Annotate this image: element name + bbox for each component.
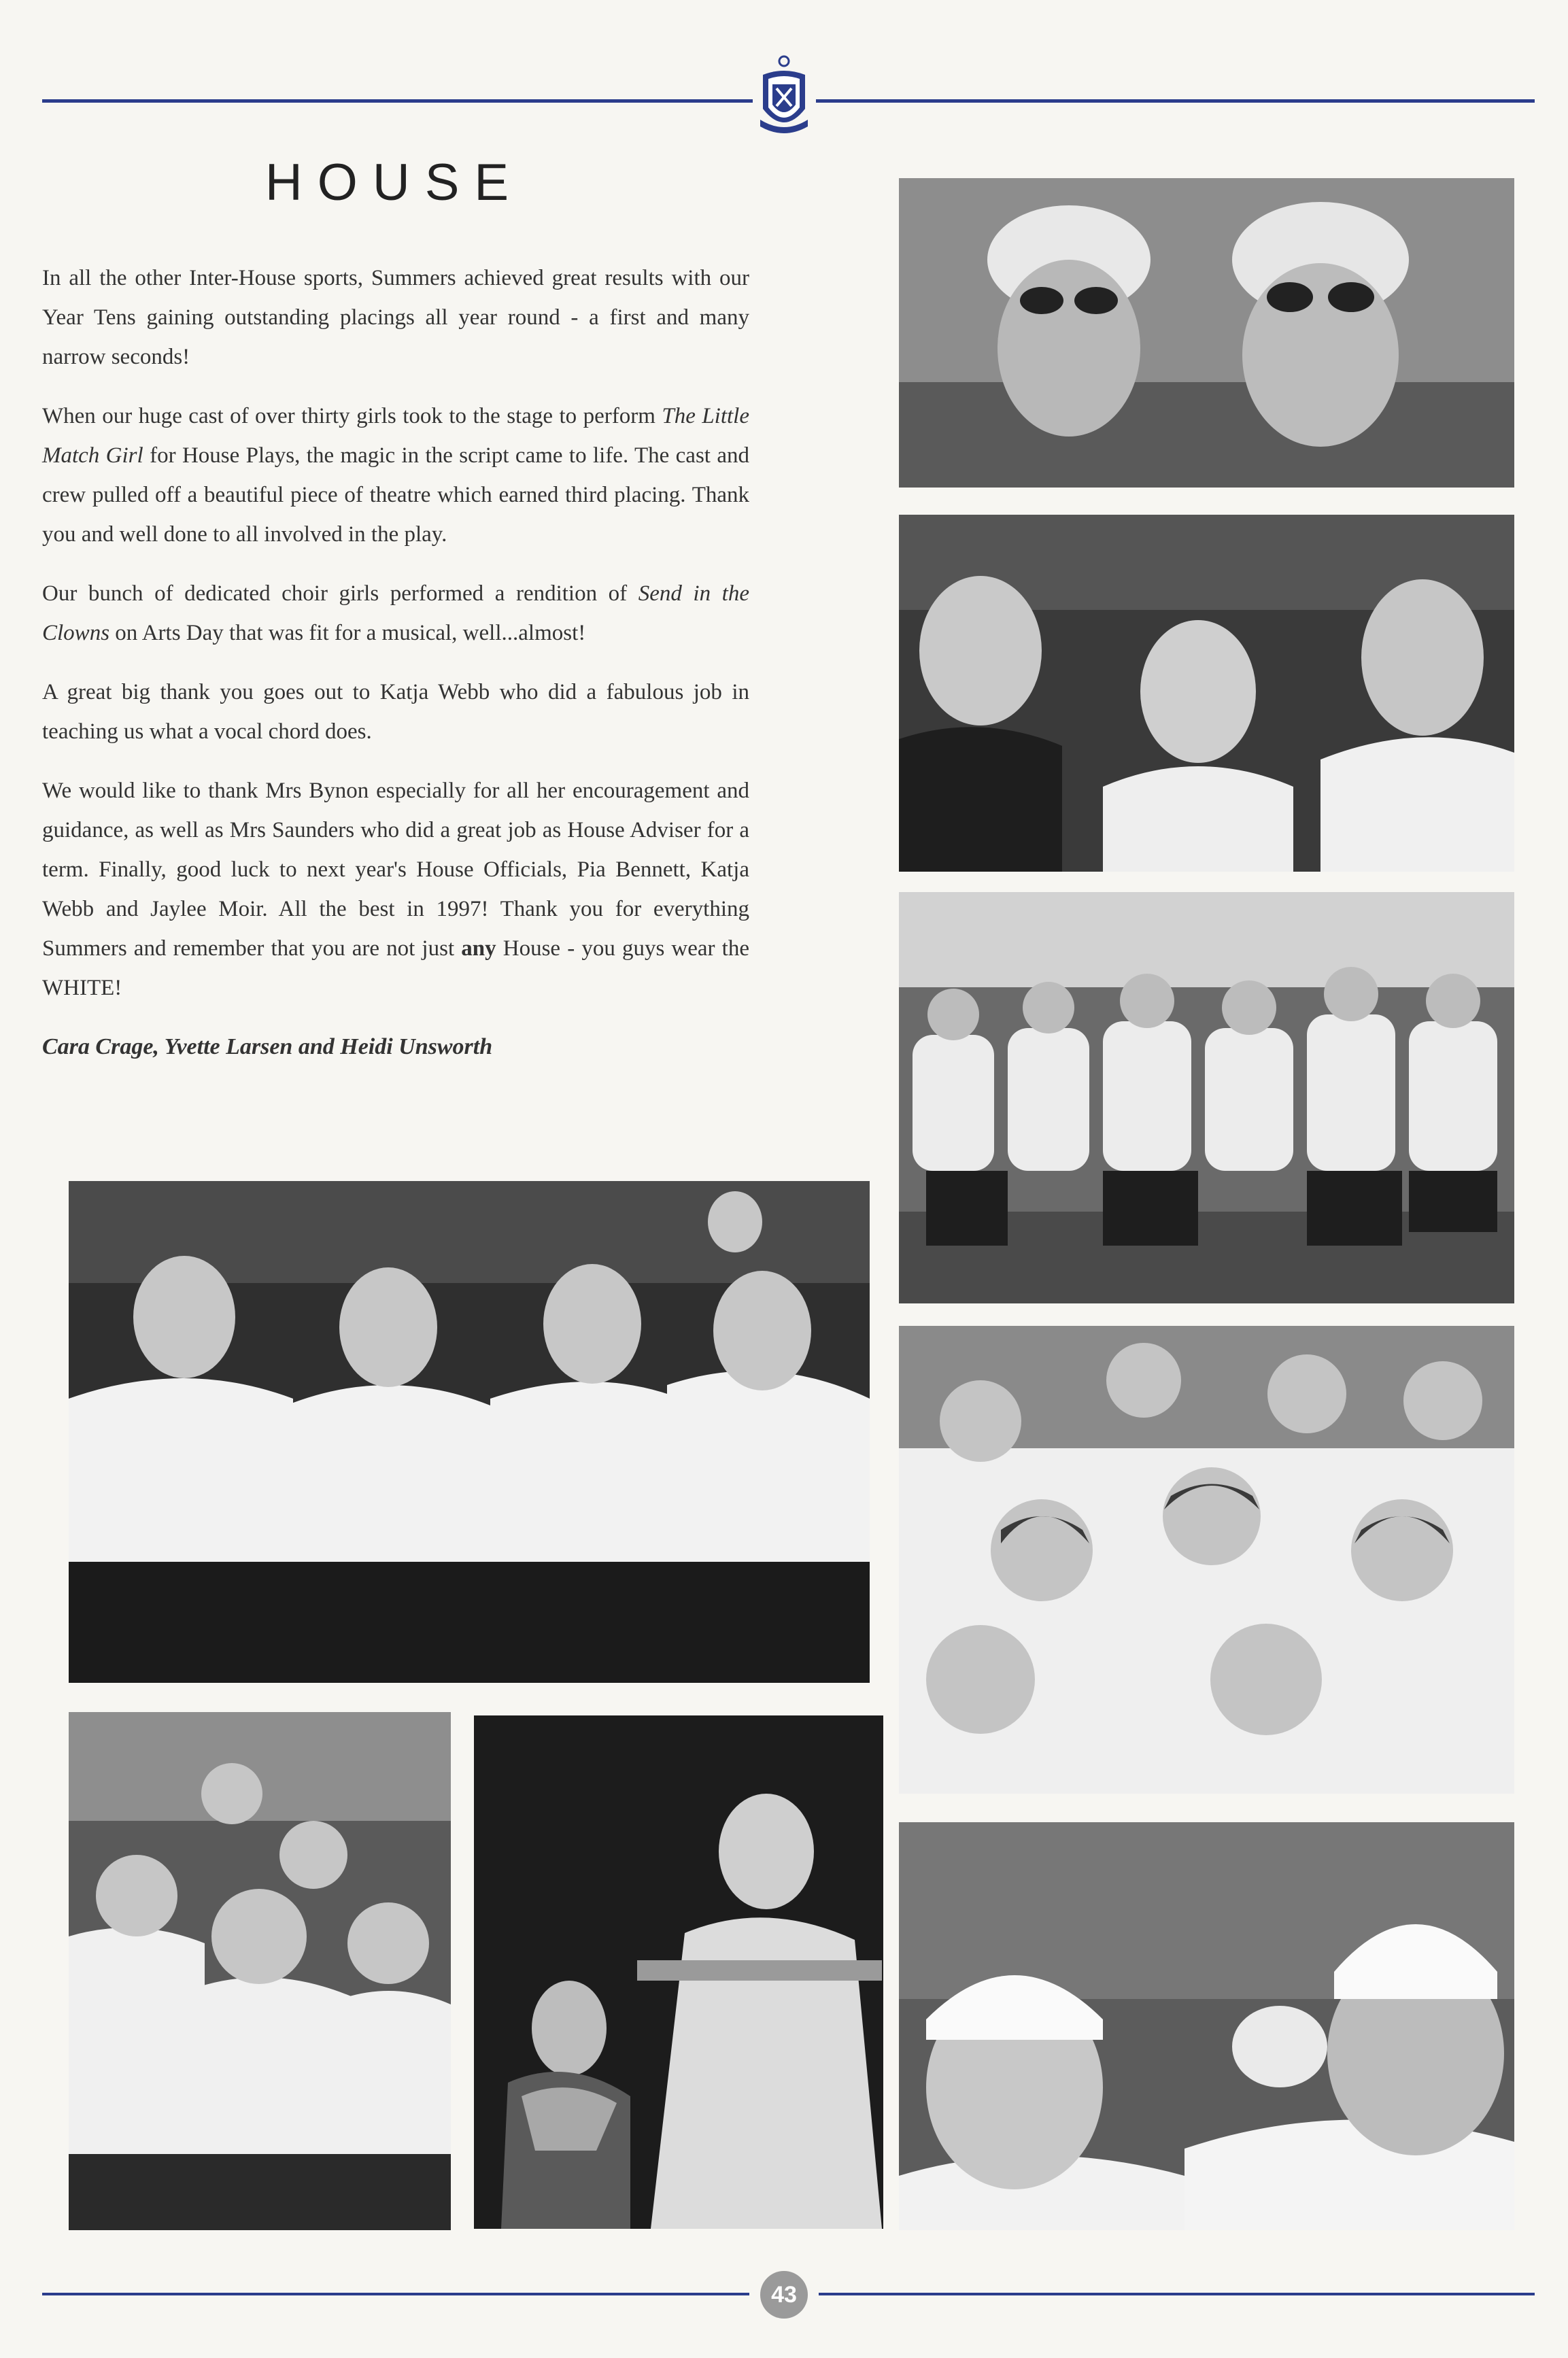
emphasis-any: any [461, 936, 496, 961]
school-crest-icon [756, 54, 812, 143]
photo-team-outdoors [899, 892, 1514, 1303]
paragraph-sports: In all the other Inter-House sports, Summers achieved great results with our Year Tens gaining outstanding placings all year round - a first and many narrow seconds! [42, 266, 749, 369]
header-rule-right [816, 99, 1535, 103]
header-rule-left [42, 99, 753, 103]
page-number: 43 [760, 2271, 808, 2319]
song-title: Send in the Clowns [42, 581, 749, 645]
photo-seated-four [69, 1181, 870, 1683]
article-body [42, 258, 749, 1067]
page-title: HOUSE [265, 154, 524, 211]
p2-text-a: When our huge cast of over thirty girls took to the stage to perform [42, 404, 662, 428]
p3-text-b: on Arts Day that was fit for a musical, well...almost! [109, 621, 586, 645]
author-signature: Cara Crage, Yvette Larsen and Heidi Unsworth [42, 1034, 493, 1059]
photo-spectators [69, 1712, 451, 2230]
paragraph-house-plays [42, 396, 749, 554]
paragraph-thanks-officials [42, 771, 749, 1008]
photo-group-smiling [899, 1326, 1514, 1794]
footer-rule-left [42, 2293, 749, 2295]
footer-rule-right [819, 2293, 1535, 2295]
paragraph-choir [42, 574, 749, 653]
p3-text-a: Our bunch of dedicated choir girls performed a rendition of [42, 581, 638, 606]
paragraph-thanks-katja: A great big thank you goes out to Katja Webb who did a fabulous job in teaching us what a vocal chord does. [42, 680, 749, 744]
p2-text-b: for House Plays, the magic in the script came to life. The cast and crew pulled off a beautiful piece of theatre which earned third placing. Thank you and well done to all involved in the play. [42, 443, 749, 547]
p5-text-a: We would like to thank Mrs Bynon especially for all her encouragement and guidance, as well as Mrs Saunders who did a great job as House Adviser for a term. Finally, good luck to next year's House Officials, Pia Bennett, Katja Webb and Jaylee Moir. All the best in 1997! Thank you for everything Summers and remember that you are not just [42, 779, 749, 961]
photo-swimmers [899, 178, 1514, 488]
p5-text-b: House - you guys wear the WHITE! [42, 936, 749, 1000]
photo-house-play-scene [474, 1715, 883, 2229]
play-title: The Little Match Girl [42, 404, 749, 468]
photo-three-girls [899, 515, 1514, 872]
photo-caps-girls [899, 1822, 1514, 2230]
